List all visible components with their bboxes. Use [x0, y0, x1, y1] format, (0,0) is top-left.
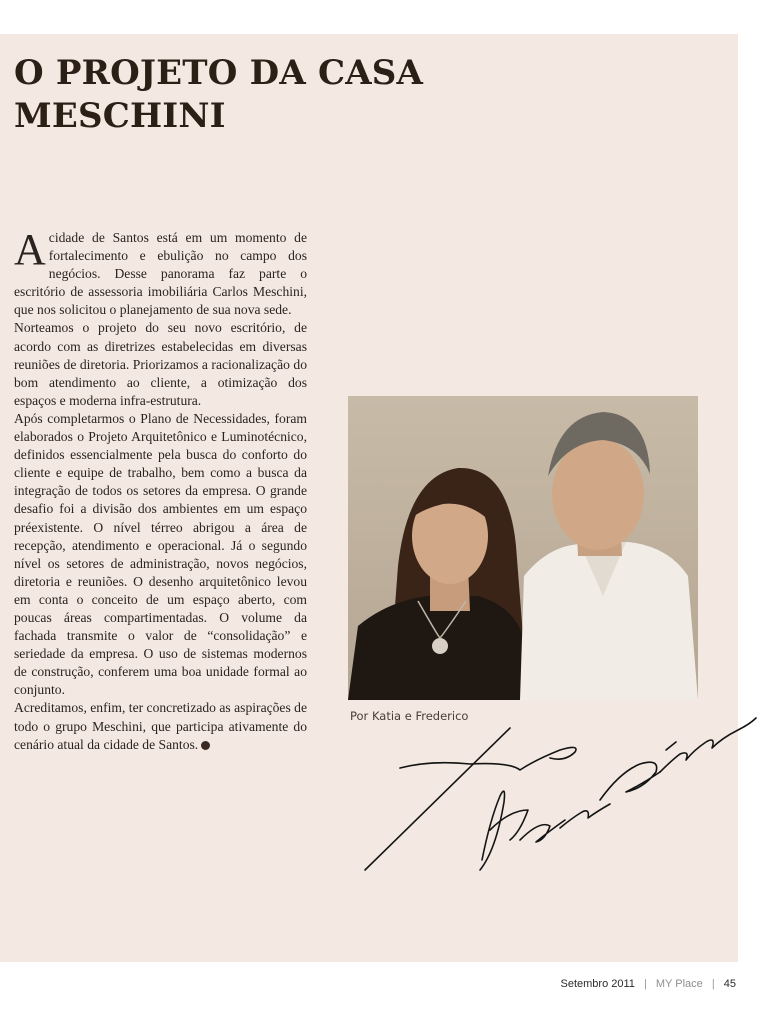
paragraph-1-text: cidade de Santos está em um momento de fortalecimento e ebulição no campo dos negócios. Desse panorama faz parte o escritório de assessoria imobiliária Carlos Meschini, que nos solicitou o planejamento de sua nova sede. — [14, 230, 307, 318]
drop-cap: A — [14, 225, 46, 274]
footer-page-number: 45 — [723, 978, 736, 990]
portrait-illustration — [348, 396, 698, 700]
paragraph-3: Após completarmos o Plano de Necessidades, foram elaborados o Projeto Arquitetônico e Luminotécnico, definidos essencialmente pela busca do conforto do cliente e equipe de trabalho, bem como a busca da integração de todos os setores da empresa. O grande desafio foi a divisão dos ambientes em um espaço préexistente. O nível térreo abrigou a área de recepção, atendimento e operacional. Já o segundo nível os setores de administração, novos negócios, diretoria e reuniões. O desenho arquitetônico levou em conta o conceito de um espaço aberto, com poucas áreas compartimentadas. O volume da fachada transmite o valor de “consolidação” e seriedade da empresa. O uso de sistemas modernos de construção, conferem uma boa unidade formal ao conjunto. — [14, 410, 307, 698]
page-footer — [561, 978, 737, 990]
paragraph-4-text: Acreditamos, enfim, ter concretizado as aspirações de todo o grupo Meschini, que participa ativamente do cenário atual da cidade de Santos. — [14, 700, 307, 752]
signature-image — [360, 700, 760, 880]
title-line-2: MESCHINI — [14, 96, 226, 136]
photo-caption: Por Katia e Frederico — [350, 709, 469, 723]
article-body — [14, 225, 307, 754]
footer-separator-2: | — [711, 978, 715, 990]
page-margin — [0, 962, 768, 1024]
page-title — [14, 52, 434, 138]
paragraph-2: Norteamos o projeto do seu novo escritório, de acordo com as diretrizes estabelecidas em diversas reuniões de diretoria. Priorizamos a racionalização do bom atendimento ao cliente, a otimização dos espaços e moderna infra-estrutura. — [14, 320, 307, 408]
paragraph-1 — [14, 225, 307, 319]
end-mark-icon — [201, 741, 210, 750]
portrait-photo — [348, 396, 698, 700]
footer-month: Setembro 2011 — [560, 978, 635, 990]
footer-publication: MY Place — [655, 978, 703, 990]
paragraph-4 — [14, 699, 307, 753]
title-line-1: O PROJETO DA CASA — [14, 53, 424, 93]
footer-separator-1: | — [643, 978, 647, 990]
